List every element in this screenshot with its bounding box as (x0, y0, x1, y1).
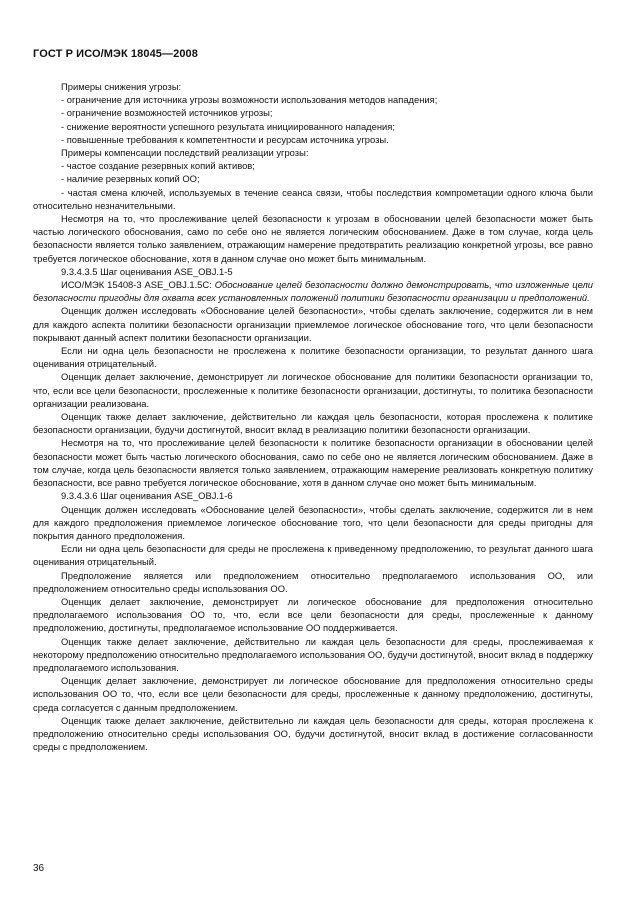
list-item: - наличие резервных копий ОО; (61, 173, 200, 185)
paragraph: Оценщик также делает заключение, действительно ли каждая цель безопасности для среды, которая прослежена к предположению относительно среды использования ОО, будучи достигнутой, вносит вклад в достижение согласованности среды с предположением. (33, 714, 593, 753)
list-item: - снижение вероятности успешного результата инициированного нападения; (61, 120, 395, 132)
requirement-text: Обоснование целей безопасности должно демонстрировать, что изложенные цели безопасности пригодны для охвата всех установленных положений политики безопасности организации и предположений. (33, 279, 593, 304)
requirement-paragraph (33, 278, 593, 304)
paragraph: Оценщик делает заключение, демонстрирует ли логическое обоснование для предположения относительно предполагаемого использования ОО то, что, если все цели безопасности для среды, прослеженные к данному предположению, достигнуты, предполагаемое использование ОО поддерживается. (33, 595, 593, 634)
page-header: ГОСТ Р ИСО/МЭК 18045—2008 (33, 48, 198, 60)
document-body (33, 80, 593, 753)
list-item: - частое создание резервных копий активов; (61, 160, 255, 172)
paragraph: Примеры компенсации последствий реализации угрозы: (61, 147, 309, 159)
paragraph: Если ни одна цель безопасности для среды не прослежена к приведенному предположению, то результат данного шага оценивания отрицательный. (33, 543, 593, 568)
list-item: - частая смена ключей, используемых в течение сеанса связи, чтобы последствия компрометации одного ключа были относительно незначительными. (33, 186, 593, 211)
paragraph: Оценщик делает заключение, демонстрирует ли логическое обоснование для предположения относительно среды использования ОО то, что, если все цели безопасности для среды, прослеженные к данному предположению, достигнуты, среда согласуется с данным предположением. (33, 675, 593, 713)
paragraph: Несмотря на то, что прослеживание целей безопасности к угрозам в обосновании целей безопасности может быть частью логического обоснования, само по себе оно не является логическим обоснованием. Даже в том случае, когда цель безопасности является только заявлением, отражающим намерение предотвратить реализацию конкретной угрозы, все равно требуется логическое обоснование, хотя в данном случае оно может быть минимальным. (33, 213, 593, 264)
list-item: - ограничение для источника угрозы возможности использования методов нападения; (61, 94, 438, 106)
section-heading: 9.3.4.3.5 Шаг оценивания ASE_OBJ.1-5 (61, 265, 233, 277)
paragraph: Примеры снижения угрозы: (61, 81, 182, 92)
list-item: - ограничение возможностей источников угрозы; (61, 107, 273, 119)
paragraph: Если ни одна цель безопасности не прослежена к политике безопасности организации, то результат данного шага оценивания отрицательный. (33, 345, 593, 370)
paragraph: Предположение является или предположением относительно предполагаемого использования ОО, или предположением относительно среды использования ОО. (33, 569, 593, 594)
section-heading: 9.3.4.3.6 Шаг оценивания ASE_OBJ.1-6 (61, 490, 233, 502)
page-number: 36 (33, 863, 45, 874)
paragraph: Оценщик должен исследовать «Обоснование целей безопасности», чтобы сделать заключение, содержится ли в нем для каждого аспекта политики безопасности организации приемлемое логическое обоснование того, что цели безопасности покрывают данный аспект политики безопасности организации. (33, 305, 593, 343)
paragraph: Оценщик делает заключение, демонстрирует ли логическое обоснование для политики безопасности организации то, что, если все цели безопасности, прослеженные к политике безопасности организации, достигнуты, то политика безопасности организации реализована. (33, 371, 593, 409)
paragraph: Оценщик также делает заключение, действительно ли каждая цель безопасности для среды, прослеживаемая к некоторому предположению относительно предполагаемого использования ОО, будучи достигнутой, вносит вклад в поддержку предполагаемого использования. (33, 635, 593, 673)
paragraph: Несмотря на то, что прослеживание целей безопасности к политике безопасности организации в обосновании целей безопасности может быть частью логического обоснования, само по себе оно не является логическим обоснованием. Даже в том случае, когда цель безопасности является только заявлением, отражающим намерение реализовать конкретную политику безопасности, все равно требуется логическое обоснование, хотя в данном случае оно может быть минимальным. (33, 437, 593, 489)
paragraph: Оценщик также делает заключение, действительно ли каждая цель безопасности, которая прослежена к политике безопасности организации, будучи достигнутой, вносит вклад в реализацию политики безопасности организации. (33, 411, 593, 436)
list-item: - повышенные требования к компетентности и ресурсам источника угрозы. (61, 133, 389, 145)
paragraph: Оценщик должен исследовать «Обоснование целей безопасности», чтобы сделать заключение, содержится ли в нем для каждого предположения приемлемое логическое обоснование того, что цели безопасности для среды пригодны для покрытия данного предположения. (33, 503, 593, 541)
requirement-reference: ИСО/МЭК 15408-3 ASE_OBJ.1.5C: (61, 279, 212, 291)
